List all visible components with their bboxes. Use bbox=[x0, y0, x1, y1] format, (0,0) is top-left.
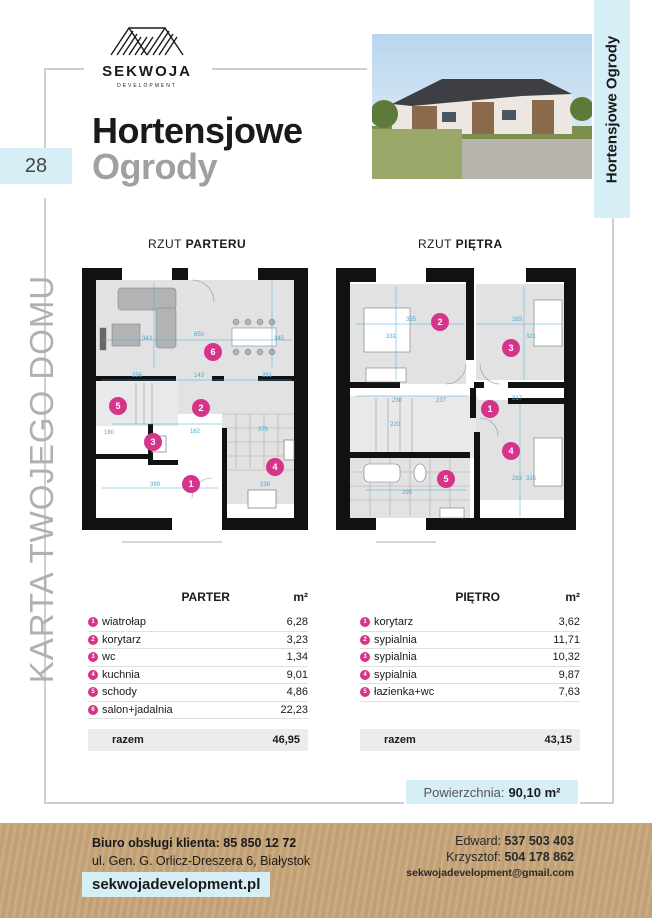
frame-bottom-right-line bbox=[580, 802, 614, 804]
ground-floor-plan bbox=[82, 268, 318, 550]
upper-dim-11: 295 bbox=[402, 490, 413, 496]
brand-logo bbox=[92, 26, 202, 89]
contact-edward: Edward: 537 503 403 bbox=[455, 834, 574, 848]
vertical-title bbox=[22, 274, 62, 684]
table-row: 3 wc 1,34 bbox=[88, 649, 308, 667]
side-tab bbox=[594, 0, 630, 218]
ground-dim-1: 650 bbox=[194, 332, 205, 338]
upper-marker-1: 1 bbox=[487, 404, 493, 414]
website-link[interactable]: sekwojadevelopment.pl bbox=[82, 872, 270, 897]
house-rendering-image bbox=[372, 34, 592, 179]
table-row: 2 korytarz 3,23 bbox=[88, 632, 308, 650]
ground-marker-6: 6 bbox=[210, 347, 216, 357]
ground-table-header: PARTER m² bbox=[181, 590, 308, 604]
upper-dim-7: 220 bbox=[390, 422, 401, 428]
ground-dim-3: 256 bbox=[132, 373, 143, 379]
office-info bbox=[92, 834, 310, 870]
frame-top-line bbox=[44, 68, 84, 70]
contacts bbox=[406, 833, 574, 881]
sekwoja-logo-icon bbox=[107, 26, 187, 56]
office-phone: Biuro obsługi klienta: 85 850 12 72 bbox=[92, 836, 297, 850]
vertical-title-text: KARTA TWOJEGO DOMU bbox=[23, 274, 60, 684]
ground-table-total: razem 46,95 bbox=[88, 729, 308, 751]
total-area-badge: Powierzchnia: 90,10 m² bbox=[406, 780, 578, 804]
table-row: 1 korytarz 3,62 bbox=[360, 614, 580, 632]
page-number: 28 bbox=[0, 148, 72, 184]
ground-dim-2: 143 bbox=[194, 373, 205, 379]
frame-left-line bbox=[44, 68, 46, 148]
table-row: 5 schody 4,86 bbox=[88, 684, 308, 702]
upper-dim-5: 237 bbox=[436, 398, 447, 404]
ground-marker-1: 1 bbox=[188, 479, 194, 489]
page-title-line2: Ogrody bbox=[92, 146, 218, 187]
ground-dim-10: 375 bbox=[258, 427, 269, 433]
upper-dim-1: 355 bbox=[406, 317, 417, 323]
upper-dim-10: 315 bbox=[526, 476, 537, 482]
upper-dim-8: 317 bbox=[512, 396, 523, 402]
table-row: 4 sypialnia 9,87 bbox=[360, 667, 580, 685]
upper-dim-9: 283 bbox=[512, 476, 523, 482]
upper-table-total: razem 43,15 bbox=[360, 729, 580, 751]
table-row: 1 wiatrołap 6,28 bbox=[88, 614, 308, 632]
upper-dim-3: 331 bbox=[386, 334, 397, 340]
frame-right-line bbox=[612, 218, 614, 803]
side-tab-label: Hortensjowe Ogrody bbox=[603, 35, 621, 183]
ground-dim-11: 160 bbox=[104, 430, 115, 436]
ground-dim-8: 345 bbox=[274, 336, 285, 342]
upper-floor-plan bbox=[336, 268, 582, 550]
table-row: 3 sypialnia 10,32 bbox=[360, 649, 580, 667]
table-row: 5 łazienka+wc 7,63 bbox=[360, 684, 580, 702]
ground-dim-5: 162 bbox=[190, 429, 201, 435]
ground-marker-3: 3 bbox=[150, 437, 156, 447]
upper-area-table bbox=[360, 590, 580, 751]
upper-marker-4: 4 bbox=[508, 446, 514, 456]
upper-marker-2: 2 bbox=[437, 317, 443, 327]
ground-marker-2: 2 bbox=[198, 403, 204, 413]
upper-marker-3: 3 bbox=[508, 343, 514, 353]
ground-dim-9: 238 bbox=[260, 482, 271, 488]
contact-email-link[interactable]: sekwojadevelopment@gmail.com bbox=[406, 867, 574, 879]
office-address: ul. Gen. G. Orlicz-Dreszera 6, Białystok bbox=[92, 854, 311, 868]
table-row: 4 kuchnia 9,01 bbox=[88, 667, 308, 685]
ground-marker-4: 4 bbox=[272, 462, 278, 472]
upper-plan-title: RZUT PIĘTRA bbox=[418, 237, 503, 251]
upper-dim-2: 283 bbox=[512, 317, 523, 323]
table-row: 2 sypialnia 11,71 bbox=[360, 632, 580, 650]
ground-area-table bbox=[88, 590, 308, 751]
page-title-line1: Hortensjowe bbox=[92, 110, 303, 151]
upper-marker-5: 5 bbox=[443, 474, 449, 484]
upper-dim-6: 230 bbox=[392, 398, 403, 404]
ground-marker-5: 5 bbox=[115, 401, 121, 411]
frame-bottom-line bbox=[44, 802, 404, 804]
table-row: 6 salon+jadalnia 22,23 bbox=[88, 702, 308, 720]
upper-table-header: PIĘTRO m² bbox=[455, 590, 580, 604]
ground-dim-4: 251 bbox=[262, 373, 273, 379]
ground-dim-7: 343 bbox=[142, 336, 153, 342]
contact-krzysztof-phone[interactable]: 504 178 862 bbox=[504, 850, 574, 864]
brand-subtitle: DEVELOPMENT bbox=[117, 83, 177, 89]
ground-dim-6: 399 bbox=[150, 482, 161, 488]
frame-top-line-right bbox=[212, 68, 367, 70]
upper-dim-4: 321 bbox=[526, 334, 537, 340]
brand-name: SEKWOJA bbox=[102, 63, 192, 80]
contact-krzysztof: Krzysztof: 504 178 862 bbox=[446, 850, 574, 864]
footer bbox=[0, 823, 652, 918]
contact-edward-phone[interactable]: 537 503 403 bbox=[504, 834, 574, 848]
ground-plan-title: RZUT PARTERU bbox=[148, 237, 247, 251]
